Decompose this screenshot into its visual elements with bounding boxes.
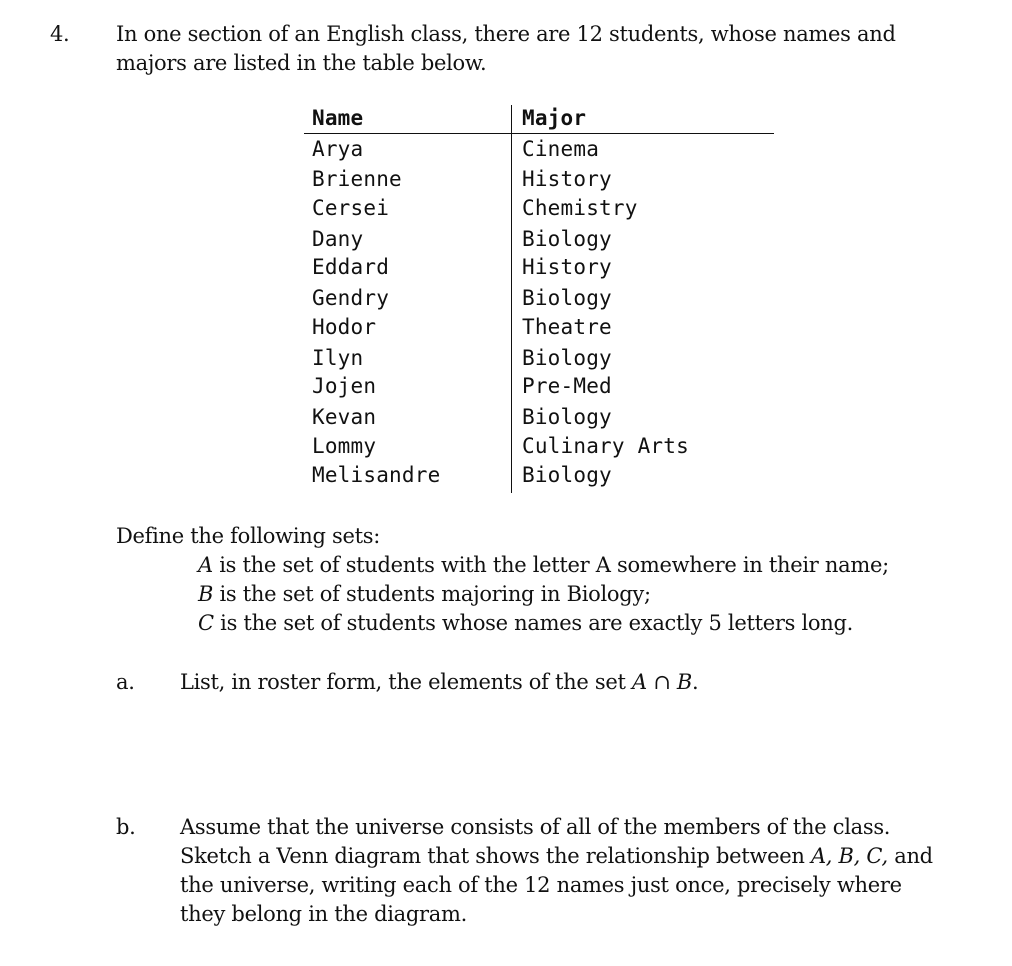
table-cell-name: Ilyn <box>312 346 364 370</box>
table-cell-name: Gendry <box>312 286 390 310</box>
table-header-name: Name <box>312 106 364 130</box>
table-cell-name: Dany <box>312 227 364 251</box>
set-variable: A <box>198 553 213 577</box>
part-b-line-3: the universe, writing each of the 12 names just once, precisely where <box>180 873 902 897</box>
table-cell-major: History <box>522 167 612 191</box>
set-variables: A, B, C, <box>810 844 888 868</box>
table-column-divider <box>511 105 512 493</box>
table-cell-name: Kevan <box>312 405 377 429</box>
question-intro-line-1: In one section of an English class, there are 12 students, whose names and <box>116 22 896 46</box>
table-cell-name: Jojen <box>312 374 377 398</box>
part-b-line-2 <box>180 842 933 871</box>
table-cell-major: Culinary Arts <box>522 434 689 458</box>
part-a-prompt <box>180 668 698 697</box>
definition-text: is the set of students majoring in Biology; <box>213 582 651 606</box>
definitions-heading: Define the following sets: <box>116 524 380 548</box>
table-cell-major: History <box>522 255 612 279</box>
table-cell-name: Brienne <box>312 167 402 191</box>
table-cell-name: Lommy <box>312 434 377 458</box>
table-cell-major: Biology <box>522 405 612 429</box>
table-cell-major: Theatre <box>522 315 612 339</box>
part-b-line-1: Assume that the universe consists of all of the members of the class. <box>180 815 891 839</box>
set-variable: B <box>198 582 214 606</box>
definition-text: is the set of students with the letter A somewhere in their name; <box>212 553 889 577</box>
table-cell-name: Arya <box>312 137 364 161</box>
table-cell-major: Chemistry <box>522 196 638 220</box>
table-cell-major: Biology <box>522 227 612 251</box>
part-a-text: List, in roster form, the elements of the set <box>180 670 632 694</box>
part-a-period: . <box>692 670 699 694</box>
part-b-text: Sketch a Venn diagram that shows the relationship between <box>180 844 811 868</box>
table-cell-major: Cinema <box>522 137 600 161</box>
set-variable: C <box>198 611 214 635</box>
question-intro-line-2: majors are listed in the table below. <box>116 51 487 75</box>
table-header-major: Major <box>522 106 587 130</box>
table-cell-major: Biology <box>522 463 612 487</box>
definition-c <box>198 609 853 638</box>
table-cell-name: Cersei <box>312 196 390 220</box>
definition-b <box>198 580 651 609</box>
table-cell-name: Melisandre <box>312 463 441 487</box>
table-header-rule <box>304 133 774 134</box>
part-b-line-4: they belong in the diagram. <box>180 902 467 926</box>
question-number: 4. <box>50 22 70 46</box>
table-cell-name: Hodor <box>312 315 377 339</box>
part-b-label: b. <box>116 815 136 839</box>
table-cell-major: Biology <box>522 346 612 370</box>
definition-text: is the set of students whose names are exactly 5 letters long. <box>213 611 853 635</box>
set-expression: A ∩ B <box>631 670 693 694</box>
table-cell-major: Pre-Med <box>522 374 612 398</box>
table-cell-major: Biology <box>522 286 612 310</box>
definition-a <box>198 551 889 580</box>
part-b-text: and <box>887 844 933 868</box>
table-cell-name: Eddard <box>312 255 390 279</box>
part-a-label: a. <box>116 670 135 694</box>
